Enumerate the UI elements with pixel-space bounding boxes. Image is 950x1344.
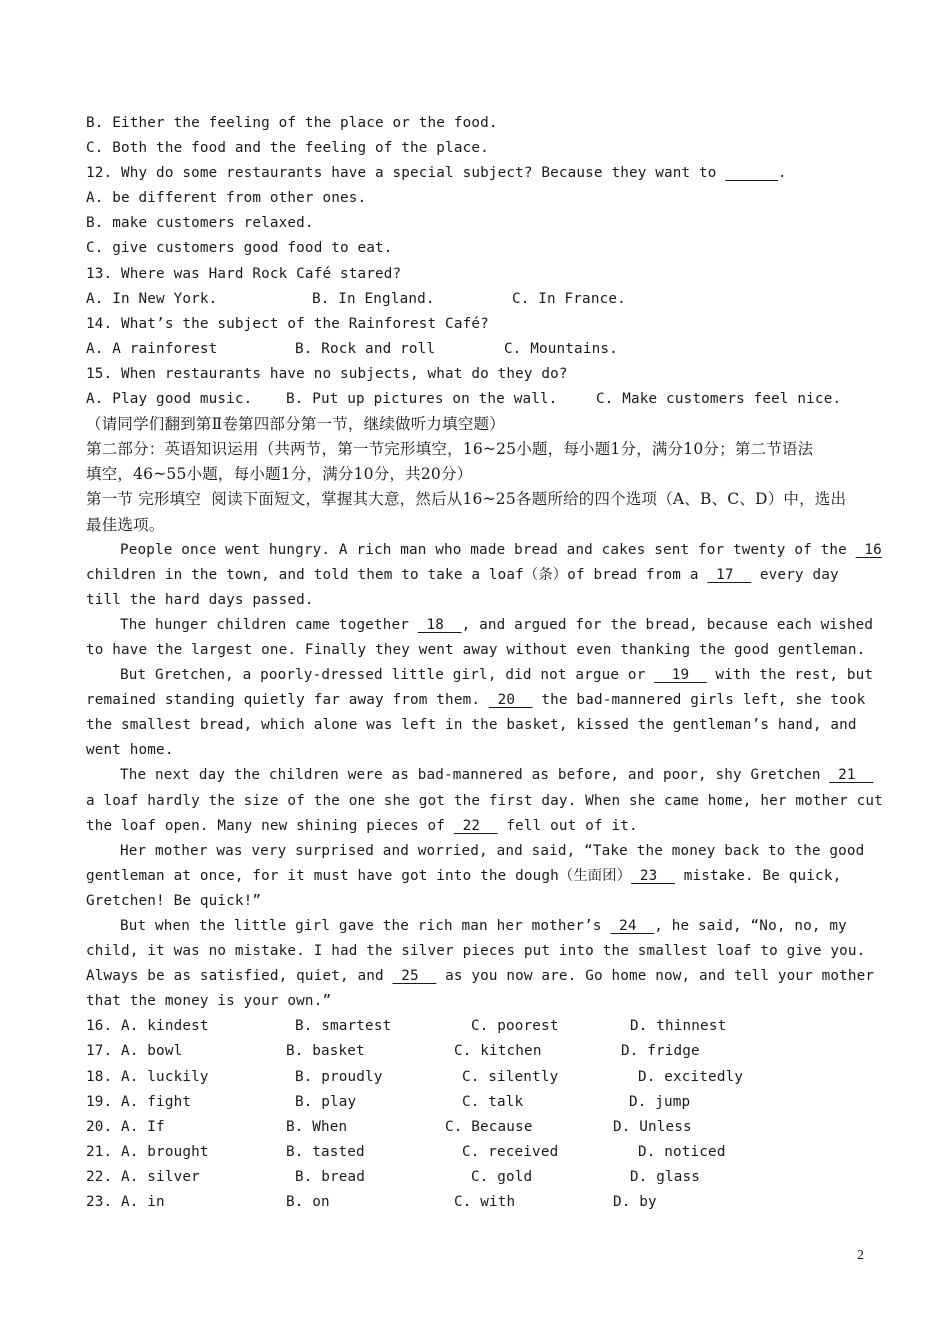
option-b: B. Put up pictures on the wall. [286, 391, 558, 408]
choice-d: D. glass [630, 1168, 701, 1185]
blank-19: 19 [654, 667, 707, 684]
passage-text: remained standing quietly far away from them. [86, 692, 489, 709]
passage-line [86, 688, 866, 713]
passage-line [86, 613, 874, 638]
passage-line: to have the largest one. Finally they went away without even thanking the good gentleman. [86, 641, 866, 658]
passage-text: with the rest, but [706, 667, 874, 684]
choice-a: 23. A. in [86, 1194, 165, 1211]
instruction-note: （请同学们翻到第Ⅱ卷第四部分第一节，继续做听力填空题） [86, 415, 505, 434]
blank-17: 17 [707, 566, 752, 583]
choice-c: C. silently [462, 1068, 559, 1085]
passage-line: went home. [86, 742, 174, 759]
choice-d: D. Unless [613, 1118, 692, 1135]
choice-c: C. Because [445, 1118, 533, 1135]
choice-a: 18. A. luckily [86, 1068, 209, 1085]
passage-line: a loaf hardly the size of the one she got the first day. When she came home, her mother cut [86, 792, 883, 809]
question-13: 13. Where was Hard Rock Café stared? [86, 265, 402, 282]
options-13 [86, 287, 866, 312]
passage-text: But when the little girl gave the rich man her mother’s [120, 918, 611, 934]
passage-text: children in the town, and told them to take a loaf（条）of bread from a [86, 566, 708, 583]
choice-d: D. jump [629, 1093, 691, 1110]
choice-row-19 [86, 1090, 866, 1115]
question-15: 15. When restaurants have no subjects, what do they do? [86, 365, 568, 382]
passage-text: every day [751, 566, 839, 583]
passage-text: gentleman at once, for it must have got into the dough（生面团） [86, 867, 632, 884]
option-line: B. Either the feeling of the place or the food. [86, 115, 498, 131]
option-line: B. make customers relaxed. [86, 215, 314, 232]
option-line: C. Both the food and the feeling of the place. [86, 140, 489, 157]
question-14: 14. What’s the subject of the Rainforest Café? [86, 315, 489, 332]
passage-line [86, 538, 882, 563]
choice-c: C. talk [462, 1093, 524, 1110]
passage-line [86, 864, 866, 889]
choice-d: D. thinnest [630, 1018, 727, 1035]
choice-row-18 [86, 1065, 866, 1090]
passage-text: People once went hungry. A rich man who made bread and cakes sent for twenty of the [120, 541, 856, 558]
blank-24: 24 [610, 918, 655, 934]
choice-a: 19. A. fight [86, 1093, 192, 1110]
blank-21: 21 [829, 767, 874, 784]
section-heading: 第二部分：英语知识运用（共两节，第一节完形填空，16~25小题，每小题1分，满分10分；第二节语法 [86, 440, 814, 459]
passage-text: the bad-mannered girls left, she took [532, 692, 866, 709]
page-content [86, 111, 883, 1215]
passage-text: The hunger children came together [120, 616, 418, 633]
passage-text: , and argued for the bread, because each wished [461, 616, 874, 633]
choice-d: D. noticed [638, 1143, 726, 1160]
passage-text: But Gretchen, a poorly-dressed little girl, did not argue or [120, 667, 655, 684]
option-b: B. Rock and roll [295, 340, 436, 357]
passage-line: Gretchen! Be quick!” [86, 892, 262, 909]
choice-a: 16. A. kindest [86, 1018, 209, 1035]
blank-18: 18 [417, 616, 462, 633]
options-15 [86, 387, 866, 412]
blank-20: 20 [488, 692, 533, 709]
choice-b: B. smartest [295, 1018, 392, 1035]
choice-row-23 [86, 1190, 866, 1215]
passage-text: as you now are. Go home now, and tell your mother [436, 968, 875, 985]
choice-b: B. tasted [286, 1143, 365, 1160]
passage-text: fell out of it. [497, 817, 638, 834]
choice-a: 22. A. silver [86, 1168, 200, 1185]
choice-d: D. by [613, 1194, 657, 1211]
blank-16: 16 [855, 541, 882, 558]
passage-line [86, 914, 866, 939]
choice-a: 20. A. If [86, 1118, 165, 1135]
passage-line [86, 763, 874, 788]
blank-23: 23 [631, 867, 675, 884]
choice-row-20 [86, 1115, 866, 1140]
passage-text: the loaf open. Many new shining pieces of [86, 817, 454, 834]
choice-d: D. fridge [621, 1043, 700, 1060]
section-heading-cont: 填空，46~55小题，每小题1分，满分10分，共20分） [86, 465, 473, 484]
passage-text: Always be as satisfied, quiet, and [86, 968, 393, 985]
passage-line: the smallest bread, which alone was left in the basket, kissed the gentleman’s hand, and [86, 717, 857, 734]
passage-line [86, 663, 874, 688]
choice-b: B. basket [286, 1043, 365, 1060]
choice-a: 21. A. brought [86, 1143, 209, 1160]
answer-blank: ______ [725, 165, 778, 182]
choice-b: B. bread [295, 1168, 366, 1185]
passage-text: , he said, “No, no, my [654, 918, 847, 934]
option-c: C. Make customers feel nice. [596, 391, 842, 408]
passage-text: The next day the children were as bad-mannered as before, and poor, shy Gretchen [120, 767, 830, 784]
option-c: C. In France. [512, 290, 626, 307]
choice-b: B. on [286, 1194, 330, 1211]
option-b: B. In England. [312, 290, 435, 307]
choice-b: B. play [295, 1093, 357, 1110]
choice-a: 17. A. bowl [86, 1043, 183, 1060]
passage-text: mistake. Be quick, [674, 867, 842, 884]
passage-line: child, it was no mistake. I had the silver pieces put into the smallest loaf to give you. [86, 943, 866, 960]
choice-row-21 [86, 1140, 866, 1165]
passage-line [86, 814, 866, 839]
blank-22: 22 [453, 817, 498, 834]
option-a: A. Play good music. [86, 391, 253, 408]
passage-line: that the money is your own.” [86, 993, 332, 1010]
passage-line: Her mother was very surprised and worried, and said, “Take the money back to the good [120, 842, 865, 859]
choice-c: C. poorest [471, 1018, 559, 1035]
choice-row-22 [86, 1165, 866, 1190]
passage-line: till the hard days passed. [86, 591, 314, 608]
option-a: A. A rainforest [86, 340, 218, 357]
choice-b: B. proudly [295, 1068, 383, 1085]
option-c: C. Mountains. [504, 340, 618, 357]
passage-line [86, 563, 866, 588]
choice-c: C. gold [471, 1168, 533, 1185]
choice-c: C. kitchen [454, 1043, 542, 1060]
question-text: 12. Why do some restaurants have a special subject? Because they want to [86, 165, 726, 182]
section-instructions-cont: 最佳选项。 [86, 515, 165, 534]
choice-c: C. with [454, 1194, 516, 1211]
choice-row-17 [86, 1039, 866, 1064]
choice-c: C. received [462, 1143, 559, 1160]
choice-d: D. excitedly [638, 1068, 744, 1085]
passage-line [86, 964, 875, 989]
option-line: C. give customers good food to eat. [86, 240, 393, 257]
options-14 [86, 337, 866, 362]
question-12 [86, 161, 866, 186]
option-line: A. be different from other ones. [86, 190, 367, 207]
blank-25: 25 [392, 968, 437, 985]
choice-row-16 [86, 1014, 866, 1039]
section-instructions: 第一节 完形填空 阅读下面短文，掌握其大意，然后从16~25各题所给的四个选项（A、B、C、D）中，选出 [86, 490, 847, 509]
option-a: A. In New York. [86, 290, 218, 307]
choice-b: B. When [286, 1118, 348, 1135]
page-number: 2 [857, 1248, 864, 1263]
question-end: . [777, 165, 787, 182]
